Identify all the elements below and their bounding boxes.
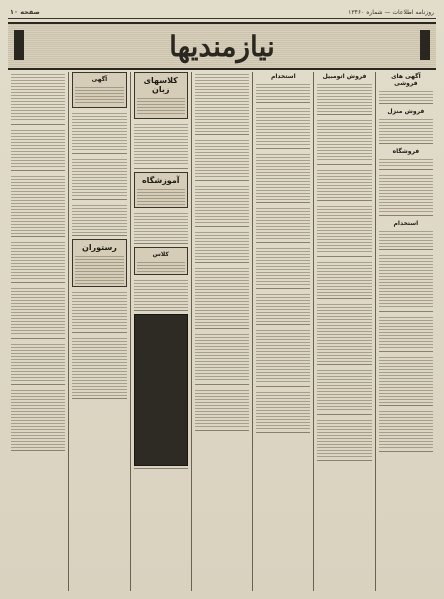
classified-ad	[72, 203, 126, 236]
page-header-line	[8, 6, 436, 19]
ad-text-lines	[11, 72, 65, 122]
ad-text-lines	[11, 342, 65, 382]
ad-heading: فروش منزل	[387, 108, 425, 115]
ad-text-lines	[256, 152, 310, 200]
ad-text-lines	[379, 315, 433, 349]
ad-text-lines	[256, 206, 310, 240]
ad-text-lines	[11, 174, 65, 234]
ad-text-lines	[134, 278, 188, 308]
classified-ad	[72, 239, 126, 287]
ad-text-lines	[195, 230, 249, 260]
column-6	[68, 72, 129, 591]
ad-text-lines	[72, 111, 126, 151]
classified-ad	[379, 355, 433, 406]
classified-ad	[134, 314, 188, 469]
classified-ad	[72, 336, 126, 399]
ad-text-lines	[317, 118, 371, 162]
classified-ad	[379, 253, 433, 312]
ad-heading: آگهی های فروشی	[391, 73, 421, 87]
ad-text-lines	[379, 117, 433, 141]
classified-ad	[72, 157, 126, 200]
column-1	[375, 72, 436, 591]
ad-text-lines	[11, 388, 65, 448]
classified-ad	[134, 247, 188, 275]
ad-text-lines	[317, 204, 371, 254]
ad-heading: استخدام	[270, 73, 296, 80]
classified-ad	[379, 72, 433, 104]
ad-text-lines	[256, 328, 310, 384]
ad-text-lines	[379, 355, 433, 403]
ad-text-lines	[317, 168, 371, 198]
ad-heading: رستوران	[81, 243, 117, 252]
ad-text-lines	[137, 96, 185, 116]
classified-ad	[195, 138, 249, 181]
classified-ad	[11, 72, 65, 125]
classified-ad	[379, 107, 433, 144]
dateline: روزنامه اطلاعات — شماره ۱۳۴۶۰	[348, 8, 434, 16]
ad-text-lines	[379, 253, 433, 309]
classified-ad	[317, 204, 371, 257]
ad-text-lines	[379, 229, 433, 247]
ad-text-lines	[11, 128, 65, 168]
classified-ad	[256, 292, 310, 325]
dark-display-ad	[134, 314, 188, 466]
ad-text-lines	[72, 336, 126, 396]
ad-text-lines	[379, 409, 433, 449]
classified-ad	[72, 290, 126, 333]
classified-ad	[11, 342, 65, 385]
ad-text-lines	[195, 266, 249, 326]
masthead-ornament-left	[14, 30, 24, 60]
ad-text-lines	[317, 418, 371, 458]
classified-ad	[134, 122, 188, 169]
ad-text-lines	[134, 211, 188, 241]
masthead-title: نیازمندیها	[169, 29, 275, 63]
ad-text-lines	[317, 260, 371, 296]
classified-ad	[256, 206, 310, 243]
classified-ad	[134, 172, 188, 208]
classified-ad	[134, 278, 188, 311]
page-number: صفحه ۱۰	[10, 8, 40, 16]
ad-heading: کلاس	[152, 251, 169, 258]
ad-text-lines	[317, 302, 371, 362]
ad-heading: آگهی	[91, 76, 108, 83]
classified-ad	[72, 111, 126, 154]
classified-ad	[195, 72, 249, 135]
column-5	[130, 72, 191, 591]
classified-ad	[379, 173, 433, 216]
classified-ad	[11, 286, 65, 339]
classified-ad	[11, 174, 65, 237]
classified-ad	[256, 390, 310, 433]
classified-ad	[11, 128, 65, 171]
classified-ad	[256, 328, 310, 387]
classified-ad	[195, 184, 249, 227]
column-7	[8, 72, 68, 591]
classifieds-columns	[8, 72, 436, 591]
ad-heading: فروشگاه	[392, 148, 420, 155]
ad-text-lines	[195, 72, 249, 132]
classified-ad	[134, 211, 188, 244]
masthead	[8, 22, 436, 70]
ad-text-lines	[134, 122, 188, 166]
ad-text-lines	[317, 82, 371, 112]
classified-ad	[11, 388, 65, 451]
classified-ad	[256, 152, 310, 203]
ad-text-lines	[379, 89, 433, 101]
classified-ad	[256, 72, 310, 103]
ad-text-lines	[75, 85, 123, 105]
masthead-ornament-right	[420, 30, 430, 60]
ad-text-lines	[72, 203, 126, 233]
ad-text-lines	[137, 187, 185, 205]
ad-text-lines	[379, 157, 433, 167]
classified-ad	[317, 418, 371, 461]
ad-heading: کلاسهای زبان	[143, 76, 178, 94]
classified-ad	[317, 72, 371, 115]
classified-ad	[317, 368, 371, 415]
classified-ad	[195, 266, 249, 329]
ad-text-lines	[75, 254, 123, 284]
ad-text-lines	[256, 106, 310, 146]
ad-text-lines	[195, 138, 249, 178]
ad-text-lines	[256, 82, 310, 100]
classified-ad	[379, 315, 433, 352]
column-3	[252, 72, 313, 591]
ad-text-lines	[11, 240, 65, 280]
ad-text-lines	[72, 290, 126, 330]
ad-heading: آموزشگاه	[141, 176, 180, 185]
classified-ad	[317, 118, 371, 165]
classified-ad	[11, 240, 65, 283]
classified-ad	[317, 302, 371, 365]
classified-ad	[256, 106, 310, 149]
ad-heading: استخدام	[393, 220, 419, 227]
classified-ad	[317, 168, 371, 201]
ad-text-lines	[72, 157, 126, 197]
classified-ad	[379, 147, 433, 170]
classified-ad	[195, 388, 249, 431]
column-4	[191, 72, 252, 591]
ad-text-lines	[317, 368, 371, 412]
ad-text-lines	[379, 173, 433, 213]
classified-ad	[379, 409, 433, 452]
classified-ad	[195, 332, 249, 385]
ad-text-lines	[195, 332, 249, 382]
classified-ad	[379, 219, 433, 250]
classified-ad	[317, 260, 371, 299]
ad-text-lines	[195, 184, 249, 224]
ad-text-lines	[256, 292, 310, 322]
ad-text-lines	[256, 390, 310, 430]
classified-ad	[195, 230, 249, 263]
classified-ad	[72, 72, 126, 108]
classified-ad	[134, 72, 188, 119]
ad-text-lines	[11, 286, 65, 336]
classified-ad	[256, 246, 310, 289]
ad-heading: فروش اتومبیل	[322, 73, 367, 80]
ad-text-lines	[256, 246, 310, 286]
column-2	[313, 72, 374, 591]
ad-text-lines	[195, 388, 249, 428]
ad-text-lines	[137, 260, 185, 272]
